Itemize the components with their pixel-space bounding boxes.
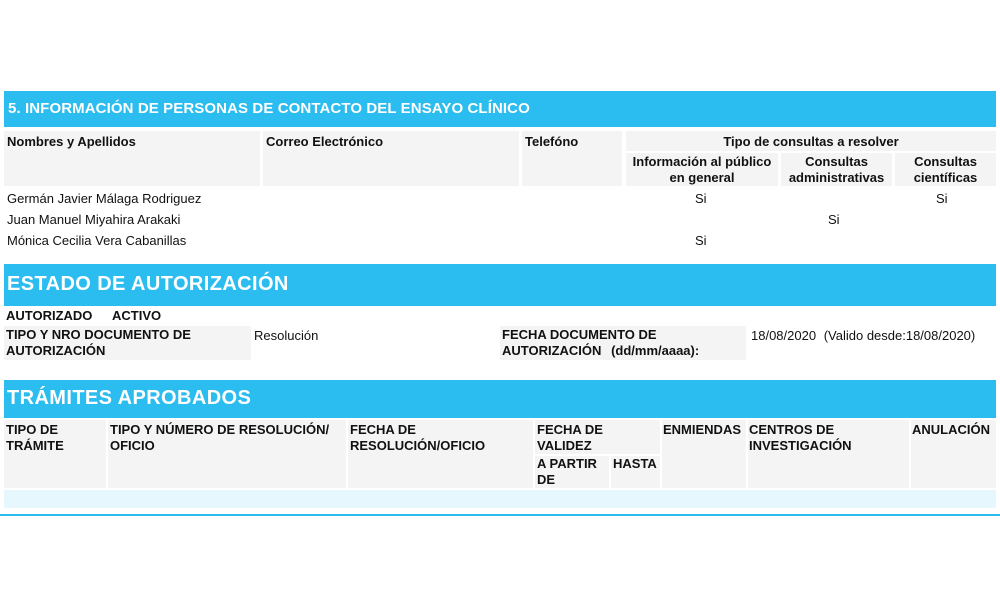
header-numero-resolucion bbox=[108, 420, 346, 488]
bottom-divider bbox=[0, 514, 1000, 516]
header-nombres bbox=[4, 131, 260, 186]
table-row bbox=[0, 191, 1000, 211]
header-info-publico-line2: en general bbox=[669, 170, 735, 185]
header-info-publico bbox=[626, 153, 778, 186]
header-tipo-tramite-line2: TRÁMITE bbox=[6, 438, 64, 453]
header-numero-resolucion-line1: TIPO Y NÚMERO DE RESOLUCIÓN/ bbox=[110, 422, 330, 437]
contact-name: Germán Javier Málaga Rodriguez bbox=[7, 191, 202, 206]
contact-name: Juan Manuel Miyahira Arakaki bbox=[7, 212, 181, 227]
header-telefono-label: Telefóno bbox=[525, 134, 579, 149]
header-a-partir-de bbox=[535, 456, 609, 488]
contact-consultas-admin: Si bbox=[828, 212, 840, 227]
header-tipo-tramite-line1: TIPO DE bbox=[6, 422, 59, 437]
header-fecha-validez bbox=[535, 420, 660, 454]
header-numero-resolucion-line2: OFICIO bbox=[110, 438, 155, 453]
status-label: AUTORIZADO bbox=[6, 308, 93, 323]
header-consultas-cientificas bbox=[895, 153, 996, 186]
header-fecha-validez-line2: VALIDEZ bbox=[537, 438, 592, 453]
header-consultas-admin-line2: administrativas bbox=[788, 170, 885, 185]
header-nombres-label: Nombres y Apellidos bbox=[7, 134, 136, 149]
section-title-contactos: 5. INFORMACIÓN DE PERSONAS DE CONTACTO DEL ENSAYO CLÍNICO bbox=[4, 91, 996, 127]
header-centros-investigacion-line1: CENTROS DE bbox=[749, 422, 835, 437]
header-info-publico-line1: Información al público bbox=[632, 154, 772, 169]
header-consultas-cientificas-line1: Consultas bbox=[914, 154, 977, 169]
header-consultas-cientificas-line2: científicas bbox=[913, 170, 978, 185]
header-a-partir-de-line1: A PARTIR bbox=[537, 456, 597, 471]
header-correo bbox=[263, 131, 519, 186]
contact-info-publico: Si bbox=[695, 233, 707, 248]
header-fecha-resolucion bbox=[348, 420, 533, 488]
section-title-estado: ESTADO DE AUTORIZACIÓN bbox=[4, 264, 996, 306]
doc-autorizacion-value: Resolución bbox=[254, 328, 319, 343]
fecha-validez: (Valido desde:18/08/2020) bbox=[823, 328, 976, 343]
fecha-documento-label-line1: FECHA DOCUMENTO DE bbox=[502, 327, 657, 342]
header-tipo-consultas bbox=[626, 131, 996, 151]
contact-info-publico: Si bbox=[695, 191, 707, 206]
table-row bbox=[0, 233, 1000, 253]
header-centros-investigacion-line2: INVESTIGACIÓN bbox=[749, 438, 852, 453]
doc-autorizacion-label bbox=[4, 326, 251, 360]
section-title-tramites: TRÁMITES APROBADOS bbox=[4, 380, 996, 418]
header-fecha-validez-line1: FECHA DE bbox=[537, 422, 603, 437]
header-correo-label: Correo Electrónico bbox=[266, 134, 384, 149]
fecha-documento-label-line2 bbox=[502, 343, 746, 359]
status-value: ACTIVO bbox=[112, 308, 162, 323]
contact-consultas-cientificas: Si bbox=[936, 191, 948, 206]
header-enmiendas-label: ENMIENDAS bbox=[663, 422, 742, 437]
contact-name: Mónica Cecilia Vera Cabanillas bbox=[7, 233, 187, 248]
header-enmiendas bbox=[662, 420, 746, 488]
header-centros-investigacion bbox=[748, 420, 909, 488]
fecha-documento-value bbox=[751, 328, 975, 344]
header-hasta-label: HASTA bbox=[613, 456, 657, 471]
header-tipo-tramite bbox=[4, 420, 106, 488]
header-fecha-resolucion-line1: FECHA DE bbox=[350, 422, 416, 437]
header-consultas-admin-line1: Consultas bbox=[805, 154, 868, 169]
table-row bbox=[0, 212, 1000, 232]
header-fecha-resolucion-line2: RESOLUCIÓN/OFICIO bbox=[350, 438, 486, 453]
fecha-documento-label bbox=[500, 326, 746, 360]
doc-autorizacion-label-line1: TIPO Y NRO DOCUMENTO DE bbox=[6, 327, 191, 342]
header-consultas-admin bbox=[781, 153, 892, 186]
header-hasta bbox=[611, 456, 660, 488]
header-telefono bbox=[522, 131, 622, 186]
header-a-partir-de-line2: DE bbox=[537, 472, 556, 487]
doc-autorizacion-label-line2: AUTORIZACIÓN bbox=[6, 343, 106, 358]
header-anulacion bbox=[911, 420, 996, 488]
header-anulacion-label: ANULACIÓN bbox=[912, 422, 990, 437]
header-tipo-consultas-label: Tipo de consultas a resolver bbox=[723, 134, 899, 149]
fecha-documento-date: 18/08/2020 bbox=[751, 328, 817, 343]
fecha-documento-label-word: AUTORIZACIÓN bbox=[502, 343, 602, 358]
empty-table-row bbox=[4, 490, 996, 508]
fecha-documento-label-format: (dd/mm/aaaa): bbox=[611, 343, 700, 358]
